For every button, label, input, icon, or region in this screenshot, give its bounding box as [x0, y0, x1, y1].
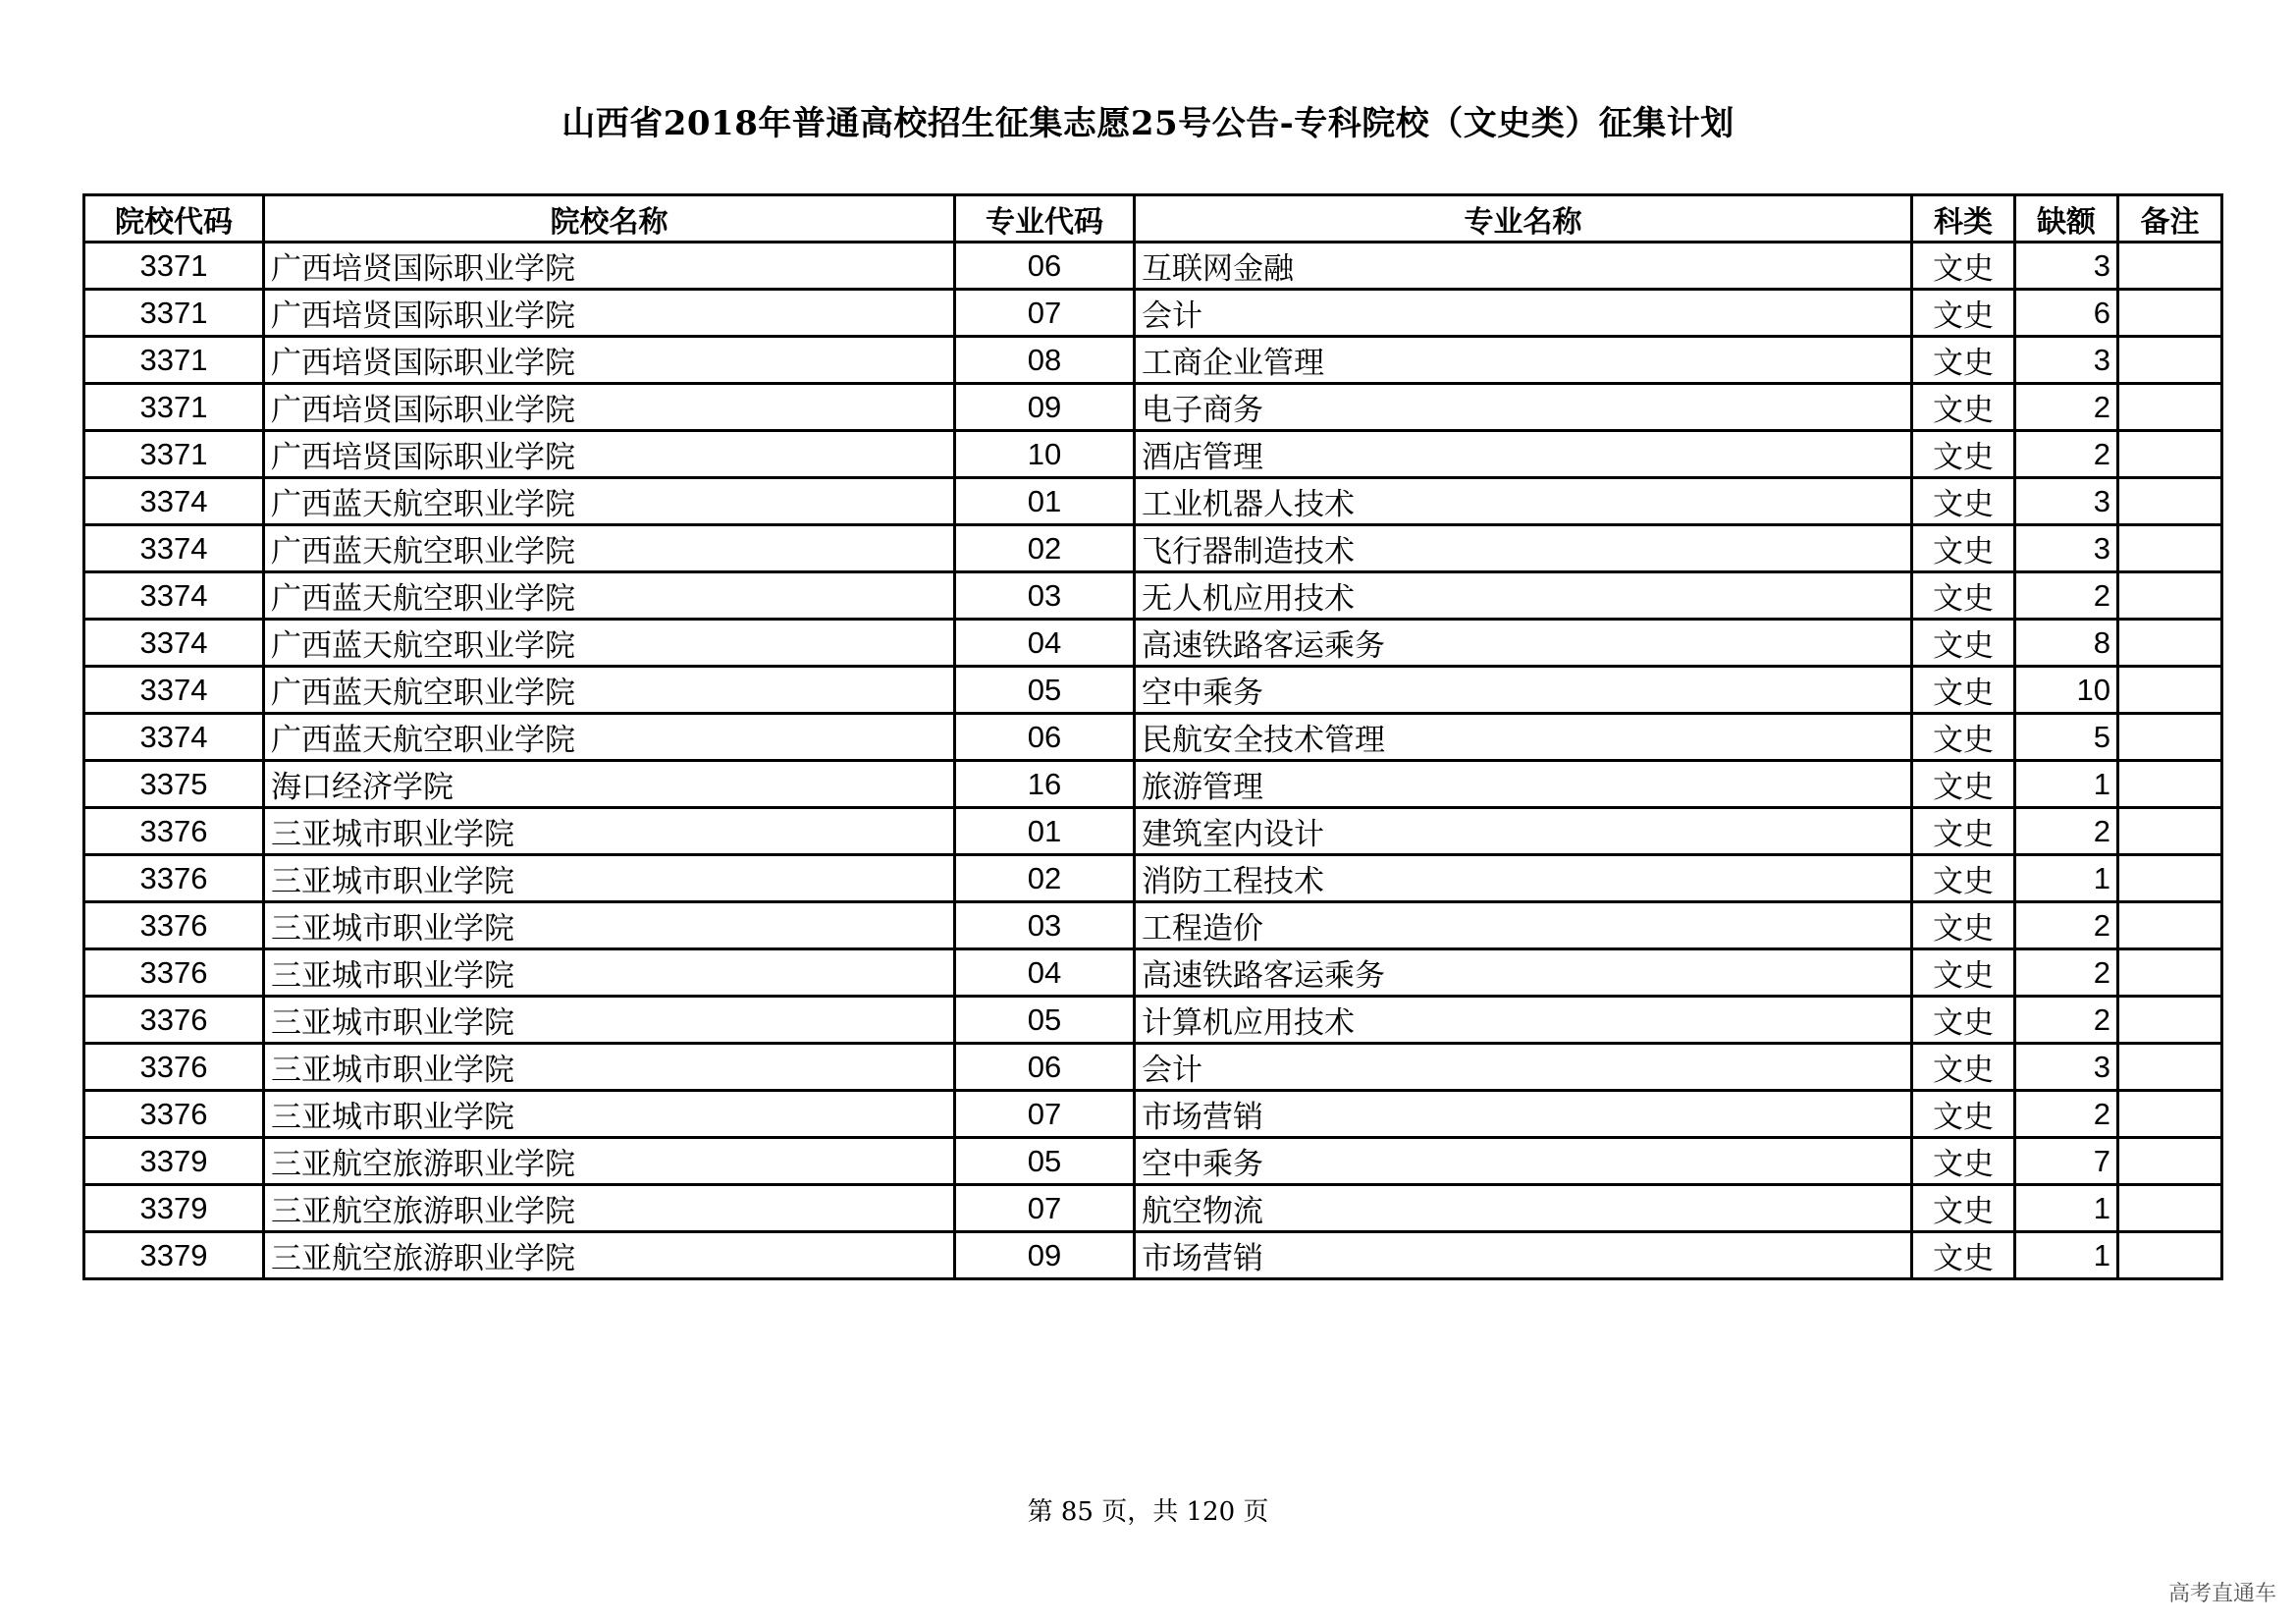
cell-school-name: 广西蓝天航空职业学院	[264, 478, 955, 525]
cell-remarks	[2118, 949, 2222, 997]
document-title: 山西省2018年普通高校招生征集志愿25号公告-专科院校（文史类）征集计划	[561, 104, 1735, 143]
cell-school-name: 三亚航空旅游职业学院	[264, 1138, 955, 1185]
cell-remarks	[2118, 667, 2222, 714]
table-row	[84, 997, 2222, 1044]
cell-category: 文史	[1912, 243, 2015, 290]
cell-major-code: 03	[955, 902, 1135, 949]
table-header-row	[84, 195, 2222, 243]
cell-school-name: 三亚城市职业学院	[264, 1044, 955, 1091]
cell-school-name: 三亚城市职业学院	[264, 997, 955, 1044]
cell-category: 文史	[1912, 1044, 2015, 1091]
cell-major-code: 09	[955, 384, 1135, 431]
cell-major-code: 05	[955, 667, 1135, 714]
cell-major-code: 04	[955, 949, 1135, 997]
header-major-name: 专业名称	[1135, 195, 1912, 243]
cell-school-name: 广西培贤国际职业学院	[264, 290, 955, 337]
cell-major-code: 03	[955, 572, 1135, 620]
cell-vacancy: 1	[2015, 1185, 2118, 1232]
table-row	[84, 1091, 2222, 1138]
table-row	[84, 431, 2222, 478]
cell-major-name: 无人机应用技术	[1135, 572, 1912, 620]
cell-category: 文史	[1912, 808, 2015, 855]
cell-school-code: 3375	[84, 761, 264, 808]
cell-vacancy: 5	[2015, 714, 2118, 761]
cell-major-name: 酒店管理	[1135, 431, 1912, 478]
cell-major-code: 08	[955, 337, 1135, 384]
cell-school-name: 三亚航空旅游职业学院	[264, 1232, 955, 1279]
cell-remarks	[2118, 808, 2222, 855]
cell-category: 文史	[1912, 337, 2015, 384]
cell-school-code: 3374	[84, 620, 264, 667]
cell-school-code: 3371	[84, 337, 264, 384]
table-row	[84, 384, 2222, 431]
cell-school-code: 3379	[84, 1232, 264, 1279]
cell-school-code: 3374	[84, 525, 264, 572]
cell-school-code: 3376	[84, 808, 264, 855]
cell-school-code: 3371	[84, 243, 264, 290]
cell-category: 文史	[1912, 1138, 2015, 1185]
cell-major-name: 市场营销	[1135, 1091, 1912, 1138]
cell-major-name: 市场营销	[1135, 1232, 1912, 1279]
cell-major-name: 工程造价	[1135, 902, 1912, 949]
watermark: 高考直通车	[2167, 1582, 2276, 1606]
cell-school-code: 3376	[84, 902, 264, 949]
cell-school-code: 3376	[84, 1091, 264, 1138]
cell-remarks	[2118, 1044, 2222, 1091]
cell-major-code: 07	[955, 1091, 1135, 1138]
cell-remarks	[2118, 620, 2222, 667]
cell-school-code: 3371	[84, 384, 264, 431]
cell-category: 文史	[1912, 620, 2015, 667]
cell-remarks	[2118, 431, 2222, 478]
cell-category: 文史	[1912, 1091, 2015, 1138]
table-row	[84, 337, 2222, 384]
cell-vacancy: 8	[2015, 620, 2118, 667]
cell-school-name: 广西蓝天航空职业学院	[264, 667, 955, 714]
cell-school-code: 3376	[84, 855, 264, 902]
cell-vacancy: 3	[2015, 1044, 2118, 1091]
cell-major-code: 07	[955, 290, 1135, 337]
cell-school-code: 3374	[84, 478, 264, 525]
cell-school-code: 3379	[84, 1185, 264, 1232]
cell-vacancy: 2	[2015, 997, 2118, 1044]
table-row	[84, 290, 2222, 337]
cell-school-code: 3376	[84, 1044, 264, 1091]
table-row	[84, 243, 2222, 290]
cell-school-name: 三亚城市职业学院	[264, 902, 955, 949]
cell-category: 文史	[1912, 525, 2015, 572]
header-vacancy: 缺额	[2015, 195, 2118, 243]
cell-major-name: 互联网金融	[1135, 243, 1912, 290]
cell-school-name: 广西培贤国际职业学院	[264, 337, 955, 384]
cell-school-code: 3374	[84, 714, 264, 761]
cell-major-code: 09	[955, 1232, 1135, 1279]
cell-vacancy: 1	[2015, 1232, 2118, 1279]
cell-major-code: 06	[955, 1044, 1135, 1091]
header-remarks: 备注	[2118, 195, 2222, 243]
cell-vacancy: 3	[2015, 525, 2118, 572]
cell-major-name: 高速铁路客运乘务	[1135, 949, 1912, 997]
table-body	[84, 243, 2222, 1279]
cell-school-name: 三亚城市职业学院	[264, 949, 955, 997]
cell-school-code: 3371	[84, 431, 264, 478]
table-row	[84, 1044, 2222, 1091]
cell-school-name: 海口经济学院	[264, 761, 955, 808]
header-school-name: 院校名称	[264, 195, 955, 243]
cell-major-code: 05	[955, 1138, 1135, 1185]
cell-vacancy: 2	[2015, 902, 2118, 949]
table-row	[84, 667, 2222, 714]
table-row	[84, 761, 2222, 808]
cell-vacancy: 2	[2015, 384, 2118, 431]
cell-major-name: 会计	[1135, 290, 1912, 337]
table-row	[84, 1185, 2222, 1232]
cell-category: 文史	[1912, 997, 2015, 1044]
cell-vacancy: 6	[2015, 290, 2118, 337]
cell-category: 文史	[1912, 572, 2015, 620]
cell-category: 文史	[1912, 290, 2015, 337]
table-row	[84, 620, 2222, 667]
table-row	[84, 572, 2222, 620]
cell-major-code: 01	[955, 808, 1135, 855]
cell-school-name: 广西培贤国际职业学院	[264, 384, 955, 431]
cell-major-code: 04	[955, 620, 1135, 667]
cell-vacancy: 7	[2015, 1138, 2118, 1185]
cell-major-code: 02	[955, 525, 1135, 572]
cell-major-name: 空中乘务	[1135, 667, 1912, 714]
header-major-code: 专业代码	[955, 195, 1135, 243]
cell-school-name: 三亚城市职业学院	[264, 1091, 955, 1138]
cell-school-code: 3376	[84, 997, 264, 1044]
cell-school-code: 3371	[84, 290, 264, 337]
table-row	[84, 1232, 2222, 1279]
cell-school-name: 广西蓝天航空职业学院	[264, 525, 955, 572]
cell-vacancy: 1	[2015, 855, 2118, 902]
cell-vacancy: 2	[2015, 949, 2118, 997]
cell-remarks	[2118, 1091, 2222, 1138]
cell-school-name: 广西蓝天航空职业学院	[264, 714, 955, 761]
cell-major-name: 建筑室内设计	[1135, 808, 1912, 855]
cell-major-code: 05	[955, 997, 1135, 1044]
table-row	[84, 855, 2222, 902]
enrollment-plan-table	[82, 193, 2223, 1280]
cell-school-name: 广西蓝天航空职业学院	[264, 572, 955, 620]
cell-major-name: 空中乘务	[1135, 1138, 1912, 1185]
table-row	[84, 714, 2222, 761]
cell-major-name: 旅游管理	[1135, 761, 1912, 808]
cell-school-code: 3374	[84, 667, 264, 714]
cell-vacancy: 2	[2015, 431, 2118, 478]
cell-category: 文史	[1912, 761, 2015, 808]
cell-major-name: 工业机器人技术	[1135, 478, 1912, 525]
cell-vacancy: 1	[2015, 761, 2118, 808]
header-category: 科类	[1912, 195, 2015, 243]
cell-school-name: 广西蓝天航空职业学院	[264, 620, 955, 667]
cell-major-name: 高速铁路客运乘务	[1135, 620, 1912, 667]
cell-major-name: 计算机应用技术	[1135, 997, 1912, 1044]
header-school-code: 院校代码	[84, 195, 264, 243]
cell-remarks	[2118, 572, 2222, 620]
cell-remarks	[2118, 714, 2222, 761]
cell-remarks	[2118, 902, 2222, 949]
cell-remarks	[2118, 1185, 2222, 1232]
cell-remarks	[2118, 525, 2222, 572]
table-header	[84, 195, 2222, 243]
table-row	[84, 902, 2222, 949]
table-row	[84, 478, 2222, 525]
cell-remarks	[2118, 478, 2222, 525]
cell-major-code: 07	[955, 1185, 1135, 1232]
cell-vacancy: 10	[2015, 667, 2118, 714]
cell-category: 文史	[1912, 1232, 2015, 1279]
cell-major-name: 航空物流	[1135, 1185, 1912, 1232]
cell-category: 文史	[1912, 902, 2015, 949]
cell-remarks	[2118, 1232, 2222, 1279]
cell-major-code: 10	[955, 431, 1135, 478]
cell-category: 文史	[1912, 667, 2015, 714]
cell-major-code: 01	[955, 478, 1135, 525]
cell-vacancy: 2	[2015, 808, 2118, 855]
cell-major-name: 电子商务	[1135, 384, 1912, 431]
cell-remarks	[2118, 1138, 2222, 1185]
cell-major-name: 会计	[1135, 1044, 1912, 1091]
cell-category: 文史	[1912, 714, 2015, 761]
cell-school-name: 广西培贤国际职业学院	[264, 243, 955, 290]
cell-major-name: 飞行器制造技术	[1135, 525, 1912, 572]
cell-remarks	[2118, 290, 2222, 337]
cell-major-code: 16	[955, 761, 1135, 808]
cell-vacancy: 3	[2015, 478, 2118, 525]
cell-vacancy: 3	[2015, 243, 2118, 290]
cell-school-code: 3379	[84, 1138, 264, 1185]
cell-major-name: 消防工程技术	[1135, 855, 1912, 902]
cell-category: 文史	[1912, 949, 2015, 997]
cell-remarks	[2118, 761, 2222, 808]
cell-school-name: 三亚城市职业学院	[264, 855, 955, 902]
cell-vacancy: 3	[2015, 337, 2118, 384]
cell-major-code: 06	[955, 243, 1135, 290]
cell-remarks	[2118, 997, 2222, 1044]
cell-category: 文史	[1912, 1185, 2015, 1232]
cell-major-name: 工商企业管理	[1135, 337, 1912, 384]
cell-school-name: 三亚城市职业学院	[264, 808, 955, 855]
cell-category: 文史	[1912, 855, 2015, 902]
cell-vacancy: 2	[2015, 572, 2118, 620]
table-row	[84, 949, 2222, 997]
cell-vacancy: 2	[2015, 1091, 2118, 1138]
cell-remarks	[2118, 384, 2222, 431]
table-row	[84, 525, 2222, 572]
page-number: 第 85 页，共 120 页	[1027, 1497, 1269, 1527]
cell-major-code: 02	[955, 855, 1135, 902]
cell-school-code: 3376	[84, 949, 264, 997]
table-row	[84, 808, 2222, 855]
cell-school-code: 3374	[84, 572, 264, 620]
table-row	[84, 1138, 2222, 1185]
cell-major-code: 06	[955, 714, 1135, 761]
cell-remarks	[2118, 337, 2222, 384]
cell-school-name: 三亚航空旅游职业学院	[264, 1185, 955, 1232]
cell-remarks	[2118, 243, 2222, 290]
cell-category: 文史	[1912, 478, 2015, 525]
cell-category: 文史	[1912, 431, 2015, 478]
cell-major-name: 民航安全技术管理	[1135, 714, 1912, 761]
cell-remarks	[2118, 855, 2222, 902]
cell-category: 文史	[1912, 384, 2015, 431]
cell-school-name: 广西培贤国际职业学院	[264, 431, 955, 478]
